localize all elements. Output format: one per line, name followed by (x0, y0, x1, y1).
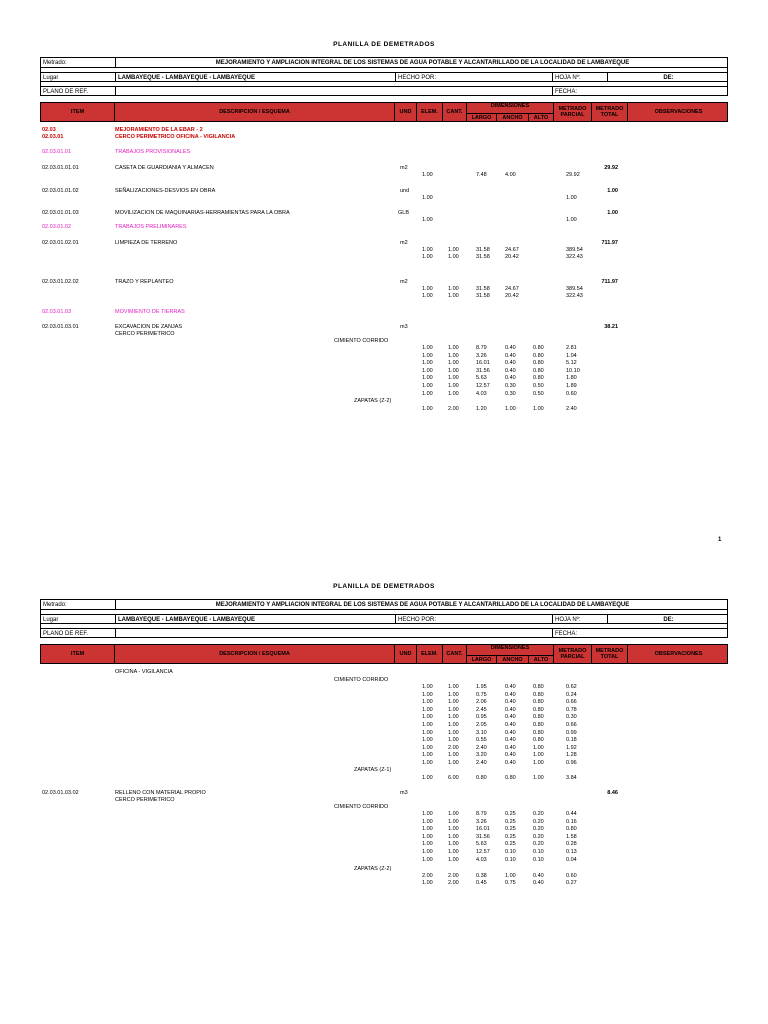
line-largo: 2.05 (476, 722, 487, 728)
line-cant: 1.00 (448, 856, 459, 863)
hoja-label: HOJA Nº: (552, 73, 607, 81)
item-und: m2 (400, 279, 408, 285)
item-code: 02.03.01.01.02 (42, 188, 79, 194)
line-ancho: 0.40 (505, 729, 516, 736)
item-code: 02.03.01.03 (42, 309, 72, 315)
line-alto: 0.80 (533, 352, 544, 359)
line-ancho: 0.40 (505, 375, 516, 382)
line-parcial: 0.18 (566, 737, 577, 744)
line-alto: 0.80 (533, 691, 544, 698)
col-cant: CANT. (442, 103, 466, 121)
col-ancho: ANCHO (496, 655, 528, 664)
line-elem: 1.00 (422, 691, 433, 698)
col-largo: LARGO (466, 113, 496, 122)
line-cant: 1.00 (448, 826, 459, 833)
line-cant: 2.00 (448, 880, 459, 886)
line-largo: 2.40 (476, 760, 487, 766)
line-parcial: 0.04 (566, 856, 577, 863)
line-ancho: 20.42 (505, 254, 519, 260)
line-parcial: 0.16 (566, 818, 577, 825)
line-largo: 31.58 (476, 293, 490, 299)
fecha-label: FECHA: (552, 87, 729, 96)
item-code: 02.03.01.03.02 (42, 790, 79, 796)
location-value: LAMBAYEQUE - LAMBAYEQUE - LAMBAYEQUE (115, 73, 395, 81)
line-parcial: 1.80 (566, 375, 577, 382)
line-elem: 1.00 (422, 684, 433, 690)
line-cant: 1.00 (448, 390, 459, 397)
line-alto: 0.20 (533, 826, 544, 833)
line-cant: 1.00 (448, 737, 459, 744)
line-ancho: 0.40 (505, 760, 516, 766)
line-cant: 1.00 (448, 841, 459, 848)
line-elem: 1.00 (422, 195, 433, 201)
line-alto: 0.80 (533, 367, 544, 374)
line-parcial: 2.81 (566, 345, 577, 351)
item-desc: CERCO PERIMETRICO OFICINA - VIGILANCIA (115, 134, 236, 140)
line-elem: 1.00 (422, 217, 433, 223)
item-code: 02.03.01.02 (42, 224, 72, 230)
line-ancho: 0.25 (505, 833, 516, 840)
item-code: 02.03.01.02.02 (42, 279, 79, 285)
line-largo: 0.95 (476, 714, 487, 721)
line-largo: 12.57 (476, 849, 490, 855)
line-largo: 3.20 (476, 752, 487, 759)
line-alto: 0.80 (533, 375, 544, 382)
line-largo: 0.75 (476, 691, 487, 698)
line-parcial: 0.99 (566, 729, 577, 736)
line-ancho: 0.30 (505, 383, 516, 389)
line-ancho: 0.40 (505, 352, 516, 359)
line-alto: 0.80 (533, 729, 544, 736)
line-cant: 1.00 (448, 383, 459, 389)
line-largo: 5.63 (476, 841, 487, 848)
line-alto: 0.80 (533, 699, 544, 706)
col-obs: OBSERVACIONES (627, 103, 729, 121)
line-parcial: 1.92 (566, 744, 577, 751)
line-cant: 1.00 (448, 714, 459, 721)
item-desc: EXCAVACION DE ZANJAS (115, 324, 183, 330)
line-elem: 1.00 (422, 247, 433, 253)
item-code: 02.03.01.02.01 (42, 240, 79, 246)
line-largo: 3.10 (476, 729, 487, 736)
item-desc-2: CERCO PERIMETRICO (115, 797, 175, 803)
line-cant: 2.00 (448, 406, 459, 412)
lugar-label: Lugar (43, 75, 59, 81)
line-largo: 1.20 (476, 406, 487, 412)
hecho-label: HECHO POR: (395, 73, 552, 81)
line-elem: 1.00 (422, 849, 433, 855)
line-elem: 1.00 (422, 293, 433, 299)
line-largo: 0.45 (476, 880, 487, 886)
line-cant: 1.00 (448, 691, 459, 698)
line-parcial: 322.43 (566, 293, 583, 299)
line-parcial: 0.80 (566, 826, 577, 833)
line-alto: 0.80 (533, 714, 544, 721)
item-desc: RELLENO CON MATERIAL PROPIO (115, 790, 206, 796)
col-desc: DESCRIPCION / ESQUEMA (114, 645, 394, 663)
item-desc: TRAZO Y REPLANTEO (115, 279, 174, 285)
col-total: METRADO TOTAL (591, 103, 627, 121)
line-cant: 1.00 (448, 818, 459, 825)
line-cant: 1.00 (448, 684, 459, 690)
line-largo: 0.55 (476, 737, 487, 744)
item-desc: MOVILIZACION DE MAQUINARIAS-HERRAMIENTAS PARA LA OBRA (115, 210, 290, 216)
line-largo: 3.26 (476, 352, 487, 359)
line-largo: 16.01 (476, 826, 490, 833)
line-ancho: 0.30 (505, 390, 516, 397)
metrado-label: Metrado: (43, 602, 67, 608)
item-total: 38.21 (604, 324, 618, 330)
item-desc: SEÑALIZACIONES-DESVIOS EN OBRA (115, 188, 216, 194)
line-elem: 2.00 (422, 873, 433, 879)
line-ancho: 0.25 (505, 811, 516, 817)
line-cant: 1.00 (448, 706, 459, 713)
line-elem: 1.00 (422, 775, 433, 781)
line-alto: 1.00 (533, 760, 544, 766)
line-parcial: 322.43 (566, 254, 583, 260)
line-parcial: 0.96 (566, 760, 577, 766)
line-cant: 1.00 (448, 722, 459, 728)
col-parcial: METRADO PARCIAL (553, 645, 591, 663)
line-ancho: 0.40 (505, 752, 516, 759)
item-code: 02.03 (42, 127, 56, 133)
line-parcial: 0.13 (566, 849, 577, 855)
line-elem: 1.00 (422, 345, 433, 351)
line-alto: 0.20 (533, 841, 544, 848)
line-ancho: 0.40 (505, 691, 516, 698)
line-elem: 1.00 (422, 406, 433, 412)
column-header (40, 102, 728, 122)
subtitle: ZAPATAS (Z-2) (354, 398, 392, 404)
header-box (40, 57, 728, 96)
line-largo: 7.48 (476, 172, 487, 178)
line-cant: 1.00 (448, 699, 459, 706)
line-elem: 1.00 (422, 352, 433, 359)
line-alto: 0.40 (533, 873, 544, 879)
line-ancho: 1.00 (505, 873, 516, 879)
de-label: DE: (607, 73, 729, 81)
line-cant: 1.00 (448, 367, 459, 374)
line-elem: 1.00 (422, 811, 433, 817)
location-value: LAMBAYEQUE - LAMBAYEQUE - LAMBAYEQUE (115, 615, 395, 623)
line-elem: 1.00 (422, 818, 433, 825)
item-total: 29.92 (604, 165, 618, 171)
line-largo: 16.01 (476, 360, 490, 367)
line-alto: 0.50 (533, 390, 544, 397)
metrado-label: Metrado: (43, 60, 67, 66)
fecha-label: FECHA: (552, 629, 729, 638)
line-parcial: 389.54 (566, 247, 583, 253)
item-desc-2: CERCO PERIMETRICO (115, 331, 175, 337)
line-alto: 0.80 (533, 345, 544, 351)
line-elem: 1.00 (422, 390, 433, 397)
line-largo: 12.57 (476, 383, 490, 389)
line-cant: 1.00 (448, 345, 459, 351)
line-ancho: 0.40 (505, 360, 516, 367)
col-desc: DESCRIPCION / ESQUEMA (114, 103, 394, 121)
project-name: MEJORAMIENTO Y AMPLIACION INTEGRAL DE LOS SISTEMAS DE AGUA POTABLE Y ALCANTARILLADO DE LA LOCALIDAD DE LAMBAYEQUE (115, 58, 729, 67)
line-elem: 1.00 (422, 286, 433, 292)
line-elem: 1.00 (422, 826, 433, 833)
item-code: 02.03.01.03.01 (42, 324, 79, 330)
item-total: 711.97 (601, 240, 618, 246)
line-largo: 1.95 (476, 684, 487, 690)
line-alto: 0.20 (533, 833, 544, 840)
line-parcial: 0.60 (566, 873, 577, 879)
line-ancho: 0.40 (505, 737, 516, 744)
line-parcial: 0.62 (566, 684, 577, 690)
line-alto: 0.20 (533, 818, 544, 825)
col-elem: ELEM. (416, 103, 442, 121)
plano-label: PLANO DE REF. (43, 631, 89, 637)
col-und: UND (394, 103, 416, 121)
line-cant: 1.00 (448, 729, 459, 736)
line-cant: 1.00 (448, 811, 459, 817)
line-largo: 31.58 (476, 286, 490, 292)
line-largo: 2.45 (476, 706, 487, 713)
line-parcial: 0.44 (566, 811, 577, 817)
line-parcial: 0.66 (566, 722, 577, 728)
item-total: 1.00 (607, 210, 618, 216)
item-desc: LIMPIEZA DE TERRENO (115, 240, 178, 246)
line-cant: 1.00 (448, 247, 459, 253)
col-dim: DIMENSIONES (466, 645, 553, 663)
line-largo: 4.03 (476, 390, 487, 397)
line-elem: 1.00 (422, 699, 433, 706)
line-cant: 2.00 (448, 873, 459, 879)
line-alto: 0.10 (533, 856, 544, 863)
line-alto: 1.00 (533, 406, 544, 412)
column-header (40, 644, 728, 664)
col-item: ITEM (70, 651, 85, 657)
col-item: ITEM (70, 109, 85, 115)
line-elem: 1.00 (422, 752, 433, 759)
line-cant: 1.00 (448, 752, 459, 759)
line-largo: 31.58 (476, 247, 490, 253)
line-alto: 0.40 (533, 880, 544, 886)
line-cant: 1.00 (448, 849, 459, 855)
line-ancho: 1.00 (505, 406, 516, 412)
line-parcial: 1.00 (566, 217, 577, 223)
item-und: m2 (400, 240, 408, 246)
line-parcial: 1.00 (566, 195, 577, 201)
subtitle: ZAPATAS (Z-1) (354, 767, 392, 773)
item-desc: CASETA DE GUARDIANIA Y ALMACEN (115, 165, 214, 171)
line-largo: 5.63 (476, 375, 487, 382)
item-code: 02.03.01.01 (42, 149, 72, 155)
line-cant: 1.00 (448, 286, 459, 292)
subtitle: CIMIENTO CORRIDO (334, 677, 389, 683)
line-ancho: 0.40 (505, 345, 516, 351)
line-alto: 0.80 (533, 737, 544, 744)
page-number: 1 (718, 537, 722, 543)
line-parcial: 29.92 (566, 172, 580, 178)
line-elem: 1.00 (422, 714, 433, 721)
line-alto: 1.00 (533, 775, 544, 781)
line-parcial: 1.58 (566, 833, 577, 840)
line-largo: 31.56 (476, 833, 490, 840)
line-parcial: 3.84 (566, 775, 577, 781)
line-elem: 1.00 (422, 172, 433, 178)
line-cant: 1.00 (448, 360, 459, 367)
line-parcial: 0.30 (566, 714, 577, 721)
line-parcial: 5.12 (566, 360, 577, 367)
col-parcial: METRADO PARCIAL (553, 103, 591, 121)
line-elem: 1.00 (422, 760, 433, 766)
col-obs: OBSERVACIONES (627, 645, 729, 663)
item-und: m3 (400, 324, 408, 330)
plano-label: PLANO DE REF. (43, 89, 89, 95)
line-alto: 0.80 (533, 706, 544, 713)
line-largo: 0.80 (476, 775, 487, 781)
line-elem: 1.00 (422, 367, 433, 374)
line-ancho: 20.42 (505, 293, 519, 299)
line-largo: 31.58 (476, 254, 490, 260)
hecho-label: HECHO POR: (395, 615, 552, 623)
item-und: m2 (400, 165, 408, 171)
item-desc: TRABAJOS PROVISIONALES (115, 149, 191, 155)
line-ancho: 0.10 (505, 856, 516, 863)
item-und: und (400, 188, 410, 194)
line-elem: 1.00 (422, 880, 433, 886)
item-code: 02.03.01.01.03 (42, 210, 79, 216)
item-total: 8.46 (607, 790, 618, 796)
item-desc: MOVIMIENTO DE TIERRAS (115, 309, 185, 315)
line-largo: 2.40 (476, 744, 487, 751)
line-elem: 1.00 (422, 737, 433, 744)
line-parcial: 0.24 (566, 691, 577, 698)
line-ancho: 0.10 (505, 849, 516, 855)
line-parcial: 0.27 (566, 880, 577, 886)
line-alto: 0.80 (533, 722, 544, 728)
line-cant: 1.00 (448, 375, 459, 382)
item-total: 1.00 (607, 188, 618, 194)
line-elem: 1.00 (422, 254, 433, 260)
line-largo: 2.06 (476, 699, 487, 706)
line-alto: 0.10 (533, 849, 544, 855)
line-parcial: 389.54 (566, 286, 583, 292)
line-ancho: 0.40 (505, 699, 516, 706)
line-parcial: 2.40 (566, 406, 577, 412)
line-elem: 1.00 (422, 706, 433, 713)
page-title: PLANILLA DE DEMETRADOS (333, 583, 435, 590)
line-ancho: 24.67 (505, 286, 519, 292)
item-code: 02.03.01 (42, 134, 64, 140)
item-total: 711.97 (601, 279, 618, 285)
line-ancho: 0.25 (505, 818, 516, 825)
col-und: UND (394, 645, 416, 663)
line-largo: 3.26 (476, 818, 487, 825)
line-parcial: 0.28 (566, 841, 577, 848)
line-alto: 1.00 (533, 752, 544, 759)
line-alto: 0.50 (533, 383, 544, 389)
de-label: DE: (607, 615, 729, 623)
item-code: 02.03.01.01.01 (42, 165, 79, 171)
line-elem: 1.00 (422, 360, 433, 367)
line-ancho: 0.40 (505, 722, 516, 728)
item-desc: OFICINA - VIGILANCIA (115, 669, 173, 675)
line-ancho: 4.00 (505, 172, 516, 178)
line-cant: 1.00 (448, 352, 459, 359)
line-cant: 1.00 (448, 760, 459, 766)
line-largo: 8.79 (476, 345, 487, 351)
line-ancho: 0.40 (505, 714, 516, 721)
lugar-label: Lugar (43, 617, 59, 623)
line-alto: 1.00 (533, 744, 544, 751)
hoja-label: HOJA Nº: (552, 615, 607, 623)
line-largo: 0.38 (476, 873, 487, 879)
item-und: GLB (398, 210, 410, 216)
line-alto: 0.80 (533, 684, 544, 690)
line-cant: 1.00 (448, 293, 459, 299)
line-ancho: 0.40 (505, 684, 516, 690)
line-ancho: 0.25 (505, 841, 516, 848)
line-elem: 1.00 (422, 729, 433, 736)
col-ancho: ANCHO (496, 113, 528, 122)
line-ancho: 0.80 (505, 775, 516, 781)
col-alto: ALTO (528, 655, 553, 664)
line-parcial: 0.66 (566, 699, 577, 706)
line-elem: 1.00 (422, 856, 433, 863)
line-parcial: 1.89 (566, 383, 577, 389)
subtitle: CIMIENTO CORRIDO (334, 338, 389, 344)
line-largo: 31.56 (476, 367, 490, 374)
line-cant: 1.00 (448, 833, 459, 840)
line-parcial: 10.10 (566, 367, 580, 374)
line-parcial: 1.28 (566, 752, 577, 759)
line-parcial: 1.04 (566, 352, 577, 359)
page-title: PLANILLA DE DEMETRADOS (333, 41, 435, 48)
item-und: m3 (400, 790, 408, 796)
line-elem: 1.00 (422, 744, 433, 751)
col-dim: DIMENSIONES (466, 103, 553, 121)
line-largo: 4.03 (476, 856, 487, 863)
col-alto: ALTO (528, 113, 553, 122)
line-alto: 0.20 (533, 811, 544, 817)
line-elem: 1.00 (422, 833, 433, 840)
line-ancho: 24.67 (505, 247, 519, 253)
col-cant: CANT. (442, 645, 466, 663)
line-ancho: 0.40 (505, 367, 516, 374)
item-desc: TRABAJOS PRELIMINARES (115, 224, 187, 230)
line-parcial: 0.78 (566, 706, 577, 713)
line-cant: 6.00 (448, 775, 459, 781)
header-box (40, 599, 728, 638)
line-parcial: 0.60 (566, 390, 577, 397)
line-elem: 1.00 (422, 375, 433, 382)
line-ancho: 0.40 (505, 706, 516, 713)
col-elem: ELEM. (416, 645, 442, 663)
line-elem: 1.00 (422, 722, 433, 728)
line-ancho: 0.75 (505, 880, 516, 886)
line-elem: 1.00 (422, 841, 433, 848)
line-largo: 8.79 (476, 811, 487, 817)
line-ancho: 0.40 (505, 744, 516, 751)
subtitle: ZAPATAS (Z-2) (354, 866, 392, 872)
line-ancho: 0.25 (505, 826, 516, 833)
col-total: METRADO TOTAL (591, 645, 627, 663)
subtitle: CIMIENTO CORRIDO (334, 804, 389, 810)
item-desc: MEJORAMIENTO DE LA EBAR - 2 (115, 127, 203, 133)
line-cant: 2.00 (448, 744, 459, 751)
line-alto: 0.80 (533, 360, 544, 367)
line-elem: 1.00 (422, 383, 433, 389)
col-largo: LARGO (466, 655, 496, 664)
line-cant: 1.00 (448, 254, 459, 260)
project-name: MEJORAMIENTO Y AMPLIACION INTEGRAL DE LOS SISTEMAS DE AGUA POTABLE Y ALCANTARILLADO DE LA LOCALIDAD DE LAMBAYEQUE (115, 600, 729, 609)
